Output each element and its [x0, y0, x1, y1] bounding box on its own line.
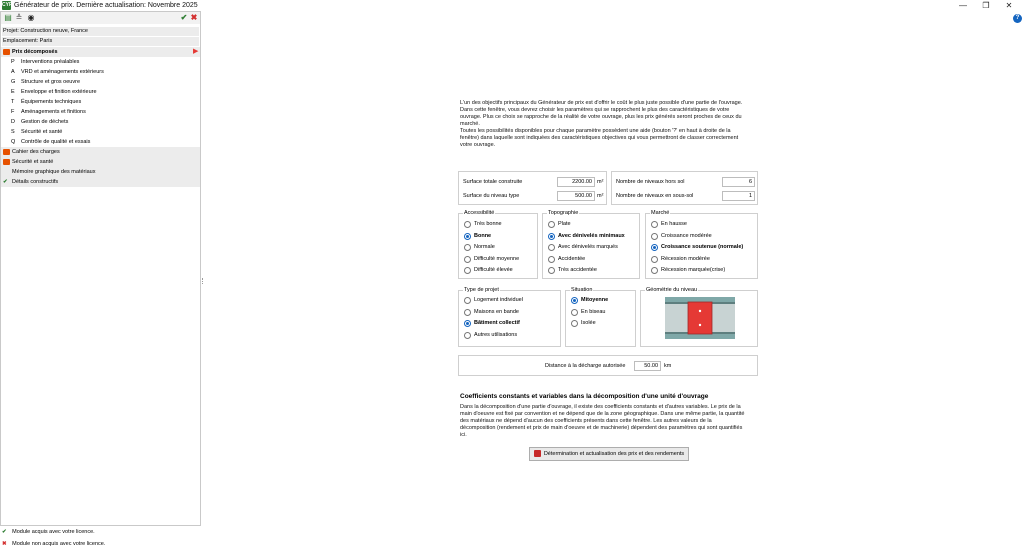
open-project-icon[interactable]: ▤: [4, 13, 12, 22]
book-icon: [534, 450, 541, 457]
radio-button[interactable]: [464, 320, 471, 327]
location-info: Emplacement: Paris: [2, 37, 199, 46]
building-geometry-diagram: [665, 297, 735, 339]
radio-button[interactable]: [464, 267, 471, 274]
left-toolbar: [1, 12, 200, 24]
radio-button[interactable]: [464, 221, 471, 228]
topographie-group: Topographie Plate Avec dénivelés minimaux Avec dénivelés marqués Accidentée Très accidentée: [542, 213, 640, 279]
tree-item[interactable]: G Structure et gros oeuvre: [11, 79, 81, 85]
radio-button[interactable]: [548, 267, 555, 274]
coefficients-text: Dans la décomposition d'une partie d'ouvrage, il existe des coefficients constants et d'autres variables. Le prix de la main d'oeuvre est fixé par convention et ne dépend que de la zone géographique. Dans une même partie, la quantité des matériaux ne dépend d'aucun des coefficients présents dans cette fenêtre. Les autres valeurs de la décomposition (rendement et prix de main d'oeuvre et de machinerie) dépendent des paramètres qui sont quantifiés ici.: [460, 404, 745, 438]
tree-item[interactable]: F Aménagements et finitions: [11, 109, 86, 115]
tree-item[interactable]: A VRD et aménagements extérieurs: [11, 69, 104, 75]
type-projet-group: Type de projet Logement individuel Maisons en bande Bâtiment collectif Autres utilisations: [458, 290, 561, 347]
marche-group: Marché En hausse Croissance modérée Croissance soutenue (normale) Récession modérée Récession marquée(crise): [645, 213, 758, 279]
window-title: Générateur de prix. Dernière actualisation: Novembre 2025: [14, 2, 198, 9]
minimize-icon[interactable]: —: [959, 1, 967, 10]
determination-button[interactable]: Détermination et actualisation des prix et des rendements: [529, 447, 689, 461]
accessibilite-group: Accessibilité Très bonne Bonne Normale Difficulté moyenne Difficulté élevée: [458, 213, 538, 279]
radio-button[interactable]: [464, 309, 471, 316]
tree-item[interactable]: S Sécurité et santé: [11, 129, 63, 135]
radio-button[interactable]: [548, 221, 555, 228]
title-bar: [0, 0, 1024, 11]
folder-icon: [3, 159, 10, 165]
tree-item[interactable]: Q Contrôle de qualité et essais: [11, 139, 91, 145]
tree-item[interactable]: T Équipements techniques: [11, 99, 82, 105]
radio-button[interactable]: [464, 244, 471, 251]
radio-button[interactable]: [548, 244, 555, 251]
check-icon: ✔: [3, 179, 8, 185]
status-acquired: ✔ Module acquis avec votre licence.: [2, 529, 95, 535]
app-icon: CYPE: [2, 2, 16, 8]
radio-button[interactable]: [548, 233, 555, 240]
radio-button[interactable]: [464, 297, 471, 304]
radio-button[interactable]: [651, 221, 658, 228]
tree-item[interactable]: E Enveloppe et finition extérieure: [11, 89, 97, 95]
left-panel: [0, 11, 201, 526]
distance-input[interactable]: 50.00: [634, 361, 661, 371]
radio-button[interactable]: [548, 256, 555, 263]
tree-details-constructifs[interactable]: ✔ Détails constructifs: [1, 177, 200, 187]
tree-memoire-graphique[interactable]: Mémoire graphique des matériaux: [1, 167, 200, 177]
surface-totale-input[interactable]: 2200.00: [557, 177, 595, 187]
tree-icon[interactable]: ≙: [15, 13, 23, 22]
radio-button[interactable]: [651, 256, 658, 263]
radio-button[interactable]: [571, 297, 578, 304]
cross-icon: ✖: [2, 541, 7, 547]
check-icon: ✔: [2, 529, 7, 535]
tree-cahier-des-charges[interactable]: Cahier des charges: [1, 147, 200, 157]
situation-group: Situation Mitoyenne En biseau Isolée: [565, 290, 636, 347]
intro-text: L'un des objectifs principaux du Générateur de prix est d'offrir le coût le plus juste possible d'une partie de l'ouvrage. Dans cette fenêtre, vous devrez choisir les paramètres qui se rapprochent le plus des caractéristiques de votre ouvrage. Plus ce choix se rapproche de la réalité de votre ouvrage, plus les prix générés seront proches de ceux du marché. Toutes les possibilités disponibles pour chaque paramètre possèdent une aide (bouton '?' en haut à droite de la fenêtre) dans laquelle sont indiquées des caractéristiques objectives qui vous permettront de classer correctement votre ouvrage.: [460, 100, 743, 148]
tree-item[interactable]: D Gestion de déchets: [11, 119, 69, 125]
radio-button[interactable]: [464, 332, 471, 339]
folder-icon: [3, 49, 10, 55]
close-icon[interactable]: ✕: [1005, 1, 1013, 10]
niveaux-hors-sol-input[interactable]: 6: [722, 177, 755, 187]
help-icon[interactable]: ?: [1013, 14, 1022, 23]
radio-button[interactable]: [464, 233, 471, 240]
radio-button[interactable]: [571, 309, 578, 316]
surface-niveau-input[interactable]: 500.00: [557, 191, 595, 201]
maximize-icon[interactable]: ❐: [982, 1, 990, 10]
tree-item[interactable]: P Interventions préalables: [11, 59, 80, 65]
radio-button[interactable]: [571, 320, 578, 327]
geometrie-group: Géométrie du niveau: [640, 290, 758, 347]
coefficients-title: Coefficients constants et variables dans la décomposition d'une unité d'ouvrage: [460, 393, 709, 400]
expand-arrow-icon[interactable]: ▶: [193, 48, 199, 55]
levels-panel: Nombre de niveaux hors sol 6 Nombre de niveaux en sous-sol 1: [611, 171, 758, 205]
tree-securite-sante[interactable]: Sécurité et santé: [1, 157, 200, 167]
status-not-acquired: ✖ Module non acquis avec votre licence.: [2, 541, 106, 547]
cancel-icon[interactable]: ✖: [190, 13, 198, 22]
radio-button[interactable]: [651, 267, 658, 274]
panel-splitter[interactable]: [202, 278, 205, 284]
accept-icon[interactable]: ✔: [180, 13, 188, 22]
radio-button[interactable]: [651, 244, 658, 251]
radio-button[interactable]: [464, 256, 471, 263]
radio-button[interactable]: [651, 233, 658, 240]
binoculars-icon[interactable]: ◉: [27, 13, 35, 22]
surfaces-panel: Surface totale construite 2200.00 m² Surface du niveau type 500.00 m²: [458, 171, 607, 205]
project-info: Projet: Construction neuve, France: [2, 27, 199, 36]
niveaux-sous-sol-input[interactable]: 1: [722, 191, 755, 201]
distance-panel: Distance à la décharge autorisée 50.00 km: [458, 355, 758, 376]
tree-prix-decomposes[interactable]: Prix décomposés ▶: [1, 47, 200, 57]
folder-icon: [3, 149, 10, 155]
